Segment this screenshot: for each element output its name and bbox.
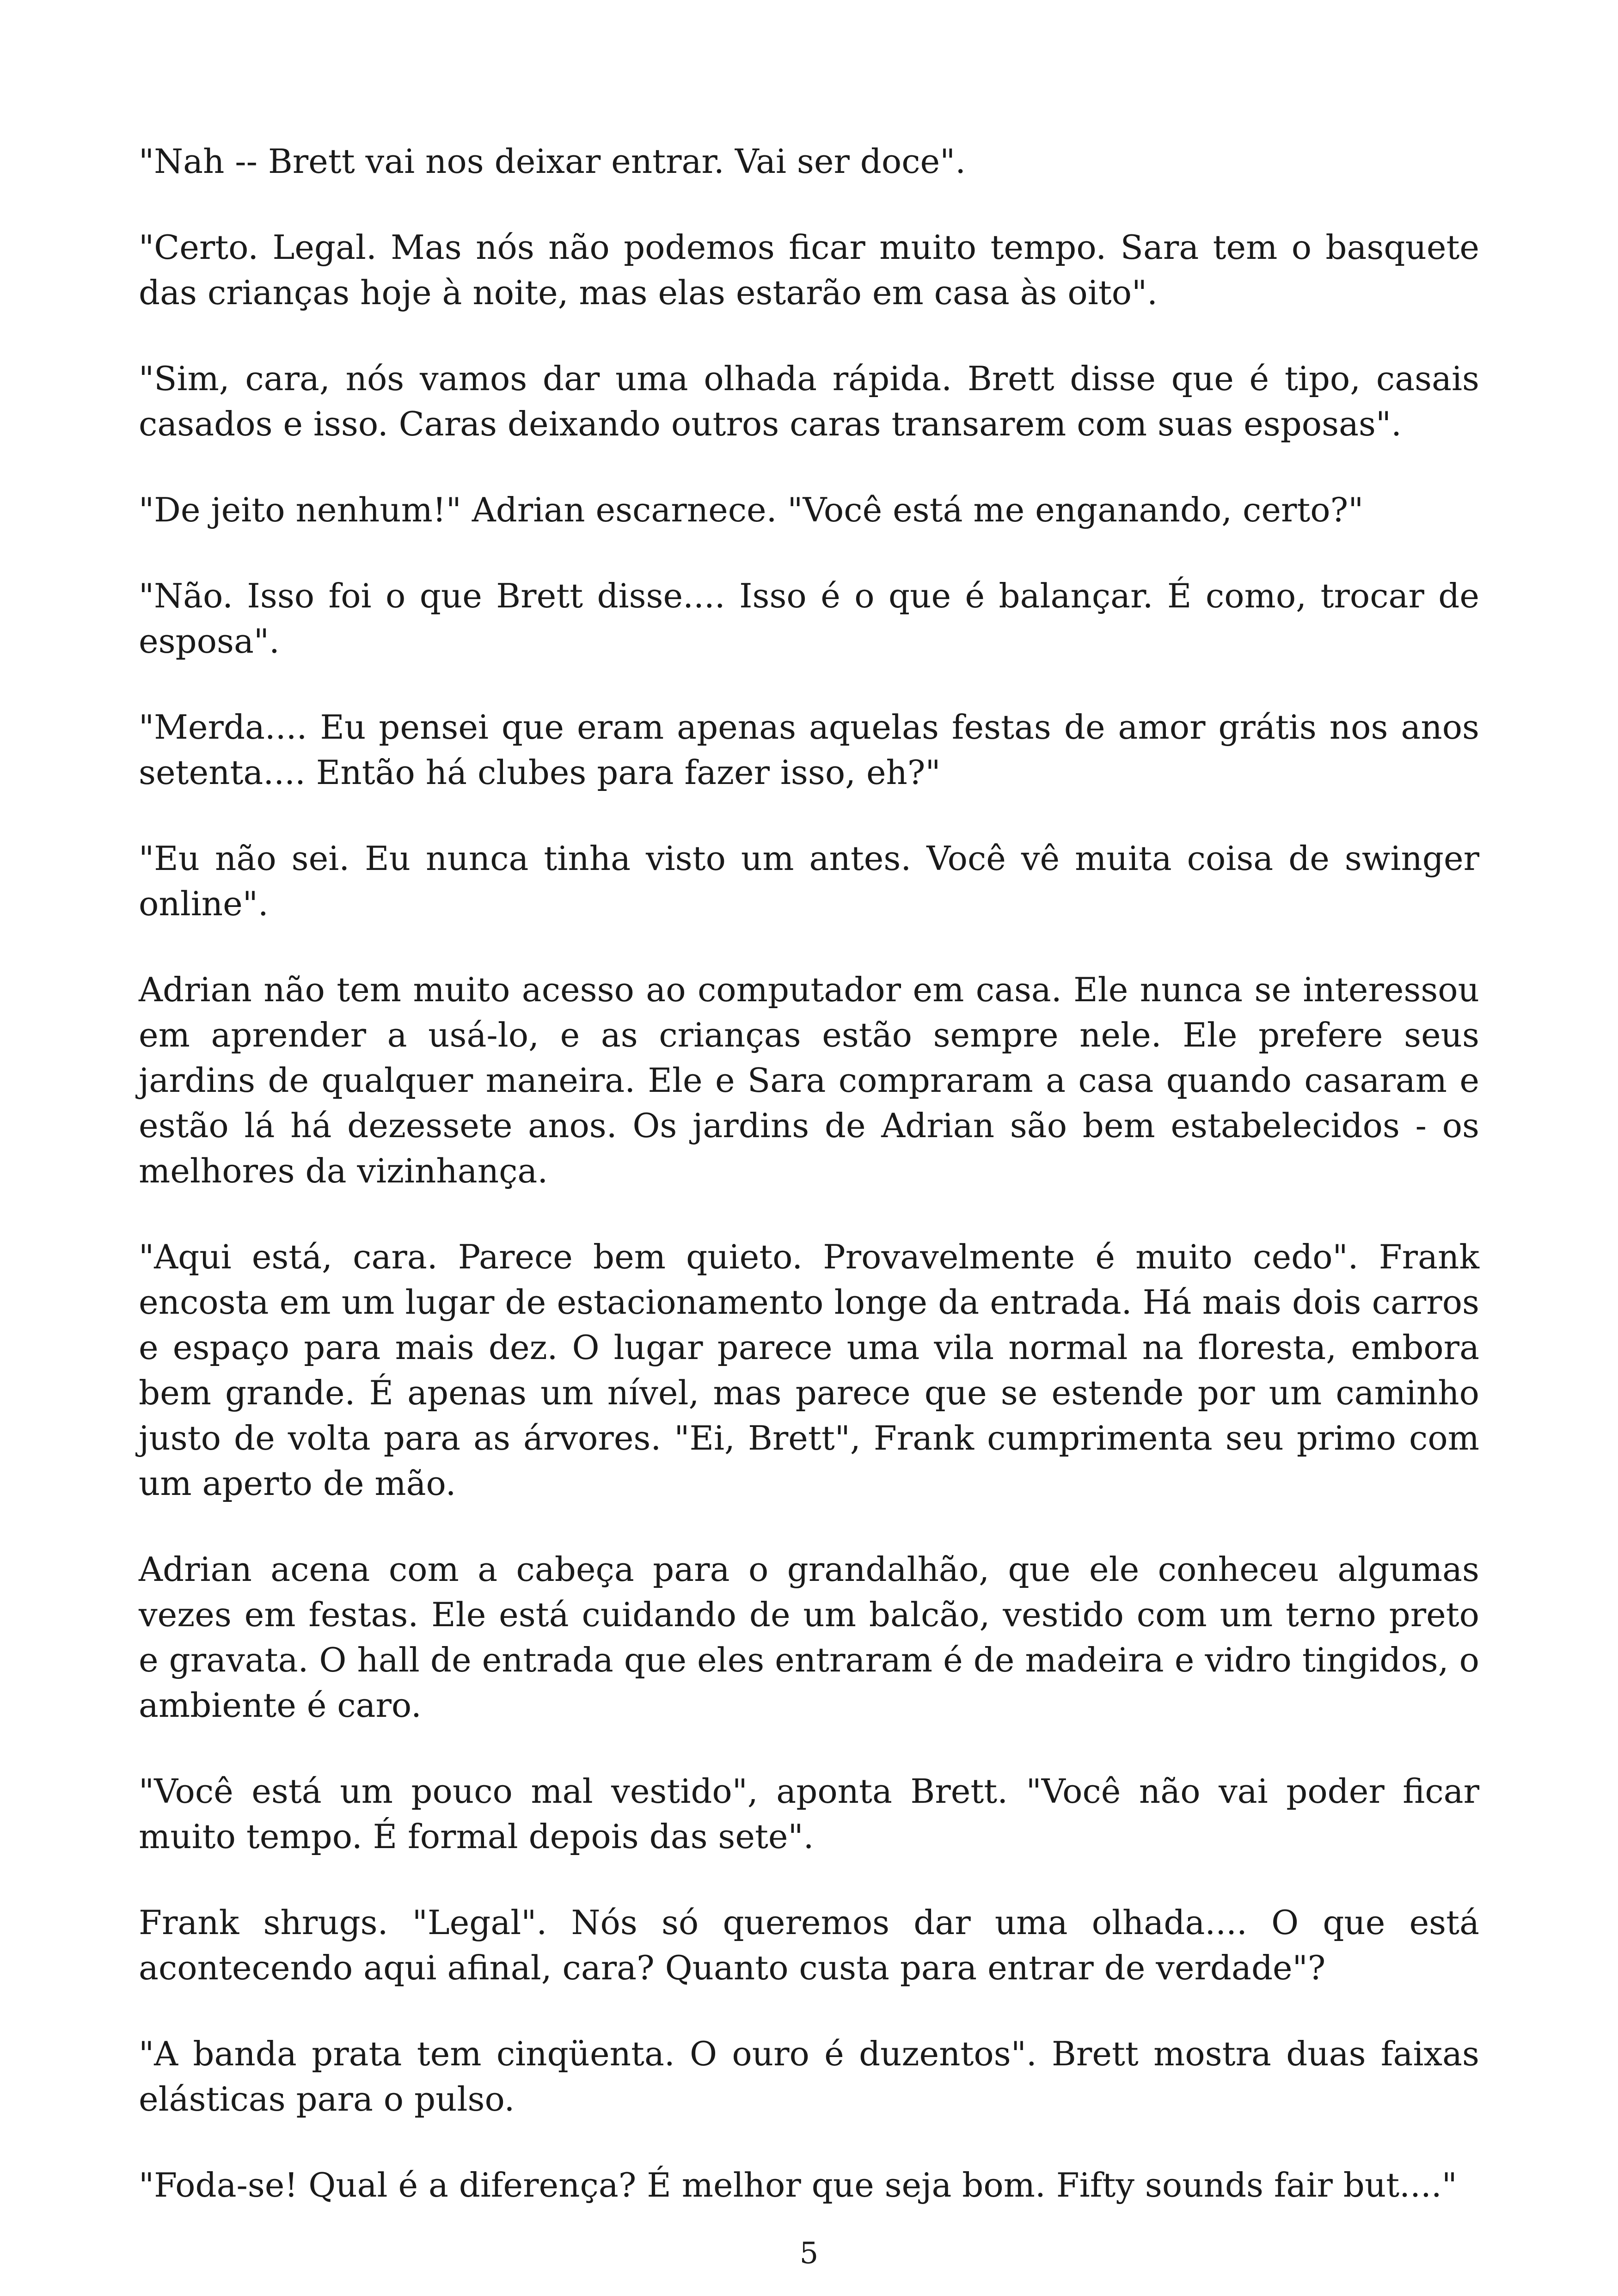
paragraph-4: "De jeito nenhum!" Adrian escarnece. "Você está me enganando, certo?" xyxy=(139,490,1364,529)
paragraph-7: "Eu não sei. Eu nunca tinha visto um antes. Você vê muita coisa de swinger online". xyxy=(139,839,1479,923)
paragraph-3: "Sim, cara, nós vamos dar uma olhada rápida. Brett disse que é tipo, casais casados e isso. Caras deixando outros caras transarem com suas esposas". xyxy=(139,359,1479,443)
paragraph-13: "A banda prata tem cinqüenta. O ouro é duzentos". Brett mostra duas faixas elásticas para o pulso. xyxy=(139,2034,1479,2118)
paragraph-2: "Certo. Legal. Mas nós não podemos ficar muito tempo. Sara tem o basquete das crianças hoje à noite, mas elas estarão em casa às oito". xyxy=(139,228,1479,312)
page-number: 5 xyxy=(799,2236,819,2271)
paragraph-1: "Nah -- Brett vai nos deixar entrar. Vai ser doce". xyxy=(139,142,966,181)
paragraph-12: Frank shrugs. "Legal". Nós só queremos dar uma olhada.... O que está acontecendo aqui afinal, cara? Quanto custa para entrar de verdade"? xyxy=(139,1903,1479,1987)
paragraph-10: Adrian acena com a cabeça para o grandalhão, que ele conheceu algumas vezes em festas. Ele está cuidando de um balcão, vestido com um terno preto e gravata. O hall de entrada que eles entraram é de madeira e vidro tingidos, o ambiente é caro. xyxy=(139,1550,1479,1725)
paragraph-14: "Foda-se! Qual é a diferença? É melhor que seja bom. Fifty sounds fair but...." xyxy=(139,2166,1457,2204)
paragraph-5: "Não. Isso foi o que Brett disse.... Isso é o que é balançar. É como, trocar de esposa". xyxy=(139,576,1479,661)
paragraph-11: "Você está um pouco mal vestido", aponta Brett. "Você não vai poder ficar muito tempo. É formal depois das sete". xyxy=(139,1772,1479,1856)
paragraph-8: Adrian não tem muito acesso ao computador em casa. Ele nunca se interessou em aprender a usá-lo, e as crianças estão sempre nele. Ele prefere seus jardins de qualquer maneira. Ele e Sara compraram a casa quando casaram e estão lá há dezessete anos. Os jardins de Adrian são bem estabelecidos - os melhores da vizinhança. xyxy=(139,970,1479,1190)
paragraph-9: "Aqui está, cara. Parece bem quieto. Provavelmente é muito cedo". Frank encosta em um lugar de estacionamento longe da entrada. Há mais dois carros e espaço para mais dez. O lugar parece uma vila normal na floresta, embora bem grande. É apenas um nível, mas parece que se estende por um caminho justo de volta para as árvores. "Ei, Brett", Frank cumprimenta seu primo com um aperto de mão. xyxy=(139,1237,1479,1503)
paragraph-6: "Merda.... Eu pensei que eram apenas aquelas festas de amor grátis nos anos setenta.... Então há clubes para fazer isso, eh?" xyxy=(139,708,1479,792)
page-body xyxy=(139,139,1479,2248)
